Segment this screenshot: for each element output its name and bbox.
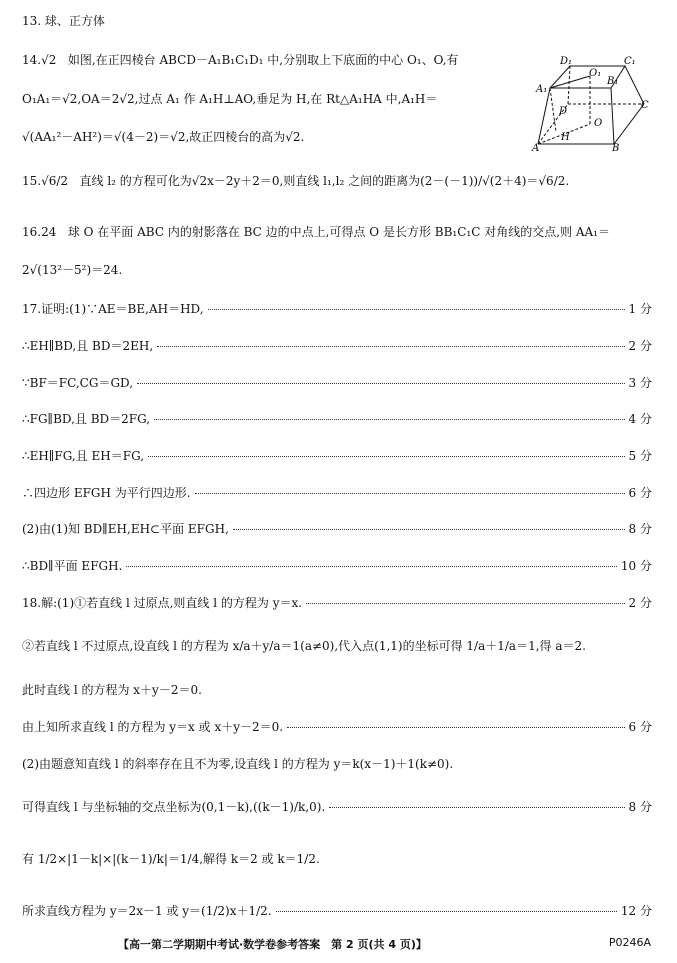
leader-dots: [154, 419, 624, 420]
solution-text: 球 O 在平面 ABC 内的射影落在 BC 边的中点上,可得点 O 是长方形 BB₁C₁C 对角线的交点,则 AA₁＝: [67, 225, 610, 239]
step-text: ∴EH∥FG,且 EH＝FG,: [22, 449, 145, 463]
q14-line2: [22, 90, 437, 107]
step-points: 6 分: [628, 486, 652, 500]
answer-value: 24: [41, 225, 57, 239]
answer-value: √2: [41, 53, 57, 67]
leader-dots: [276, 911, 617, 912]
frustum-figure: [528, 52, 653, 152]
label-A: A: [532, 143, 540, 152]
leader-dots: [329, 807, 624, 808]
q17-step: [22, 337, 652, 354]
label-O: O: [594, 118, 603, 129]
q18-step: [22, 798, 652, 815]
q16-line2: [22, 261, 122, 278]
answer-value: √6/2: [41, 174, 69, 188]
solution-text: 直线 l₂ 的方程可化为√2x－2y＋2＝0,则直线 l₁,l₂ 之间的距离为: [79, 174, 421, 188]
solution-expression: (2－(－1))/√(2＋4)＝√6/2.: [420, 174, 570, 188]
step-text: (2)由(1)知 BD∥EH,EH⊂平面 EFGH,: [22, 522, 229, 536]
leader-dots: [157, 346, 624, 347]
step-points: 5 分: [628, 449, 652, 463]
step-text: ∵BF＝FC,CG＝GD,: [22, 376, 134, 390]
q17-step: [22, 300, 652, 317]
step-points: 12 分: [620, 904, 652, 918]
leader-dots: [287, 727, 624, 728]
footer-code: P0246A: [608, 936, 651, 949]
label-A1: A₁: [536, 84, 548, 95]
label-H: H: [561, 132, 570, 143]
step-text: ∴四边形 EFGH 为平行四边形.: [22, 486, 191, 500]
q18-step: [22, 718, 652, 735]
q14-line1: [22, 51, 459, 68]
footer-title: 【高一第二学期期中考试·数学卷参考答案 第 2 页(共 4 页)】: [118, 938, 427, 951]
leader-dots: [195, 493, 625, 494]
q17-step: [22, 447, 652, 464]
question-number: 15.: [22, 174, 42, 188]
step-text: 所求直线方程为 y＝2x－1 或 y＝(1/2)x＋1/2.: [22, 904, 272, 918]
step-points: 3 分: [628, 376, 652, 390]
step-text: 18.解:(1)①若直线 l 过原点,则直线 l 的方程为 y＝x.: [22, 596, 303, 610]
step-points: 8 分: [628, 522, 652, 536]
q17-step: [22, 374, 652, 391]
q18-step: [22, 594, 652, 611]
label-D: D: [559, 106, 568, 117]
label-B: B: [612, 143, 620, 152]
q18-step: [22, 755, 453, 772]
question-number: 14.: [22, 53, 42, 67]
label-D1: D₁: [560, 56, 573, 67]
step-text: ∴EH∥BD,且 BD＝2EH,: [22, 339, 154, 353]
label-O1: O₁: [589, 68, 602, 79]
answer-text: 球、正方体: [44, 14, 105, 28]
leader-dots: [306, 603, 624, 604]
q13-line: [22, 12, 105, 29]
step-points: 6 分: [628, 720, 652, 734]
solution-text: O₁A₁＝√2,OA＝2√2,过点 A₁ 作 A₁H⊥AO,垂足为 H,在 Rt△A₁HA 中,A₁H＝: [22, 92, 438, 106]
step-text: ∴FG∥BD,且 BD＝2FG,: [22, 412, 151, 426]
step-text: ②若直线 l 不过原点,设直线 l 的方程为 x/a＋y/a＝1(a≠0),代入点(1,1)的坐标可得 1/a＋1/a＝1,得 a＝2.: [22, 639, 586, 653]
q16-line1: [22, 223, 610, 240]
step-text: ∴BD∥平面 EFGH.: [22, 559, 123, 573]
solution-text: 如图,在正四棱台 ABCD－A₁B₁C₁D₁ 中,分别取上下底面的中心 O₁、O,有: [67, 53, 459, 67]
q18-step: [22, 681, 202, 698]
q17-step: [22, 557, 652, 574]
step-text: 此时直线 l 的方程为 x＋y－2＝0.: [22, 683, 202, 697]
step-text: (2)由题意知直线 l 的斜率存在且不为零,设直线 l 的方程为 y＝k(x－1)＋1(k≠0).: [22, 757, 454, 771]
step-points: 10 分: [620, 559, 652, 573]
label-B1: B₁: [607, 76, 619, 87]
label-C: C: [641, 100, 649, 111]
step-text: 17.证明:(1)∵AE＝BE,AH＝HD,: [22, 302, 204, 316]
step-points: 2 分: [628, 596, 652, 610]
step-points: 4 分: [628, 412, 652, 426]
step-text: 由上知所求直线 l 的方程为 y＝x 或 x＋y－2＝0.: [22, 720, 284, 734]
question-number: 13.: [22, 14, 42, 28]
leader-dots: [137, 383, 625, 384]
solution-text: √(AA₁²－AH²)＝√(4－2)＝√2,故正四棱台的高为√2.: [22, 130, 305, 144]
step-points: 2 分: [628, 339, 652, 353]
question-number: 16.: [22, 225, 42, 239]
q15-line: [22, 172, 569, 189]
q17-step: [22, 410, 652, 427]
q18-step: [22, 637, 586, 654]
label-C1: C₁: [624, 56, 636, 67]
leader-dots: [233, 529, 625, 530]
q14-line3: [22, 128, 304, 145]
step-text: 有 1/2×|1－k|×|(k－1)/k|＝1/4,解得 k＝2 或 k＝1/2.: [22, 852, 320, 866]
q18-step: [22, 902, 652, 919]
step-points: 1 分: [628, 302, 652, 316]
step-text: 可得直线 l 与坐标轴的交点坐标为(0,1－k),((k－1)/k,0).: [22, 800, 326, 814]
step-points: 8 分: [628, 800, 652, 814]
leader-dots: [208, 309, 625, 310]
leader-dots: [148, 456, 625, 457]
leader-dots: [126, 566, 617, 567]
q17-step: [22, 520, 652, 537]
q17-step: [22, 484, 652, 501]
solution-text: 2√(13²－5²)＝24.: [22, 263, 123, 277]
q18-step: [22, 850, 320, 867]
